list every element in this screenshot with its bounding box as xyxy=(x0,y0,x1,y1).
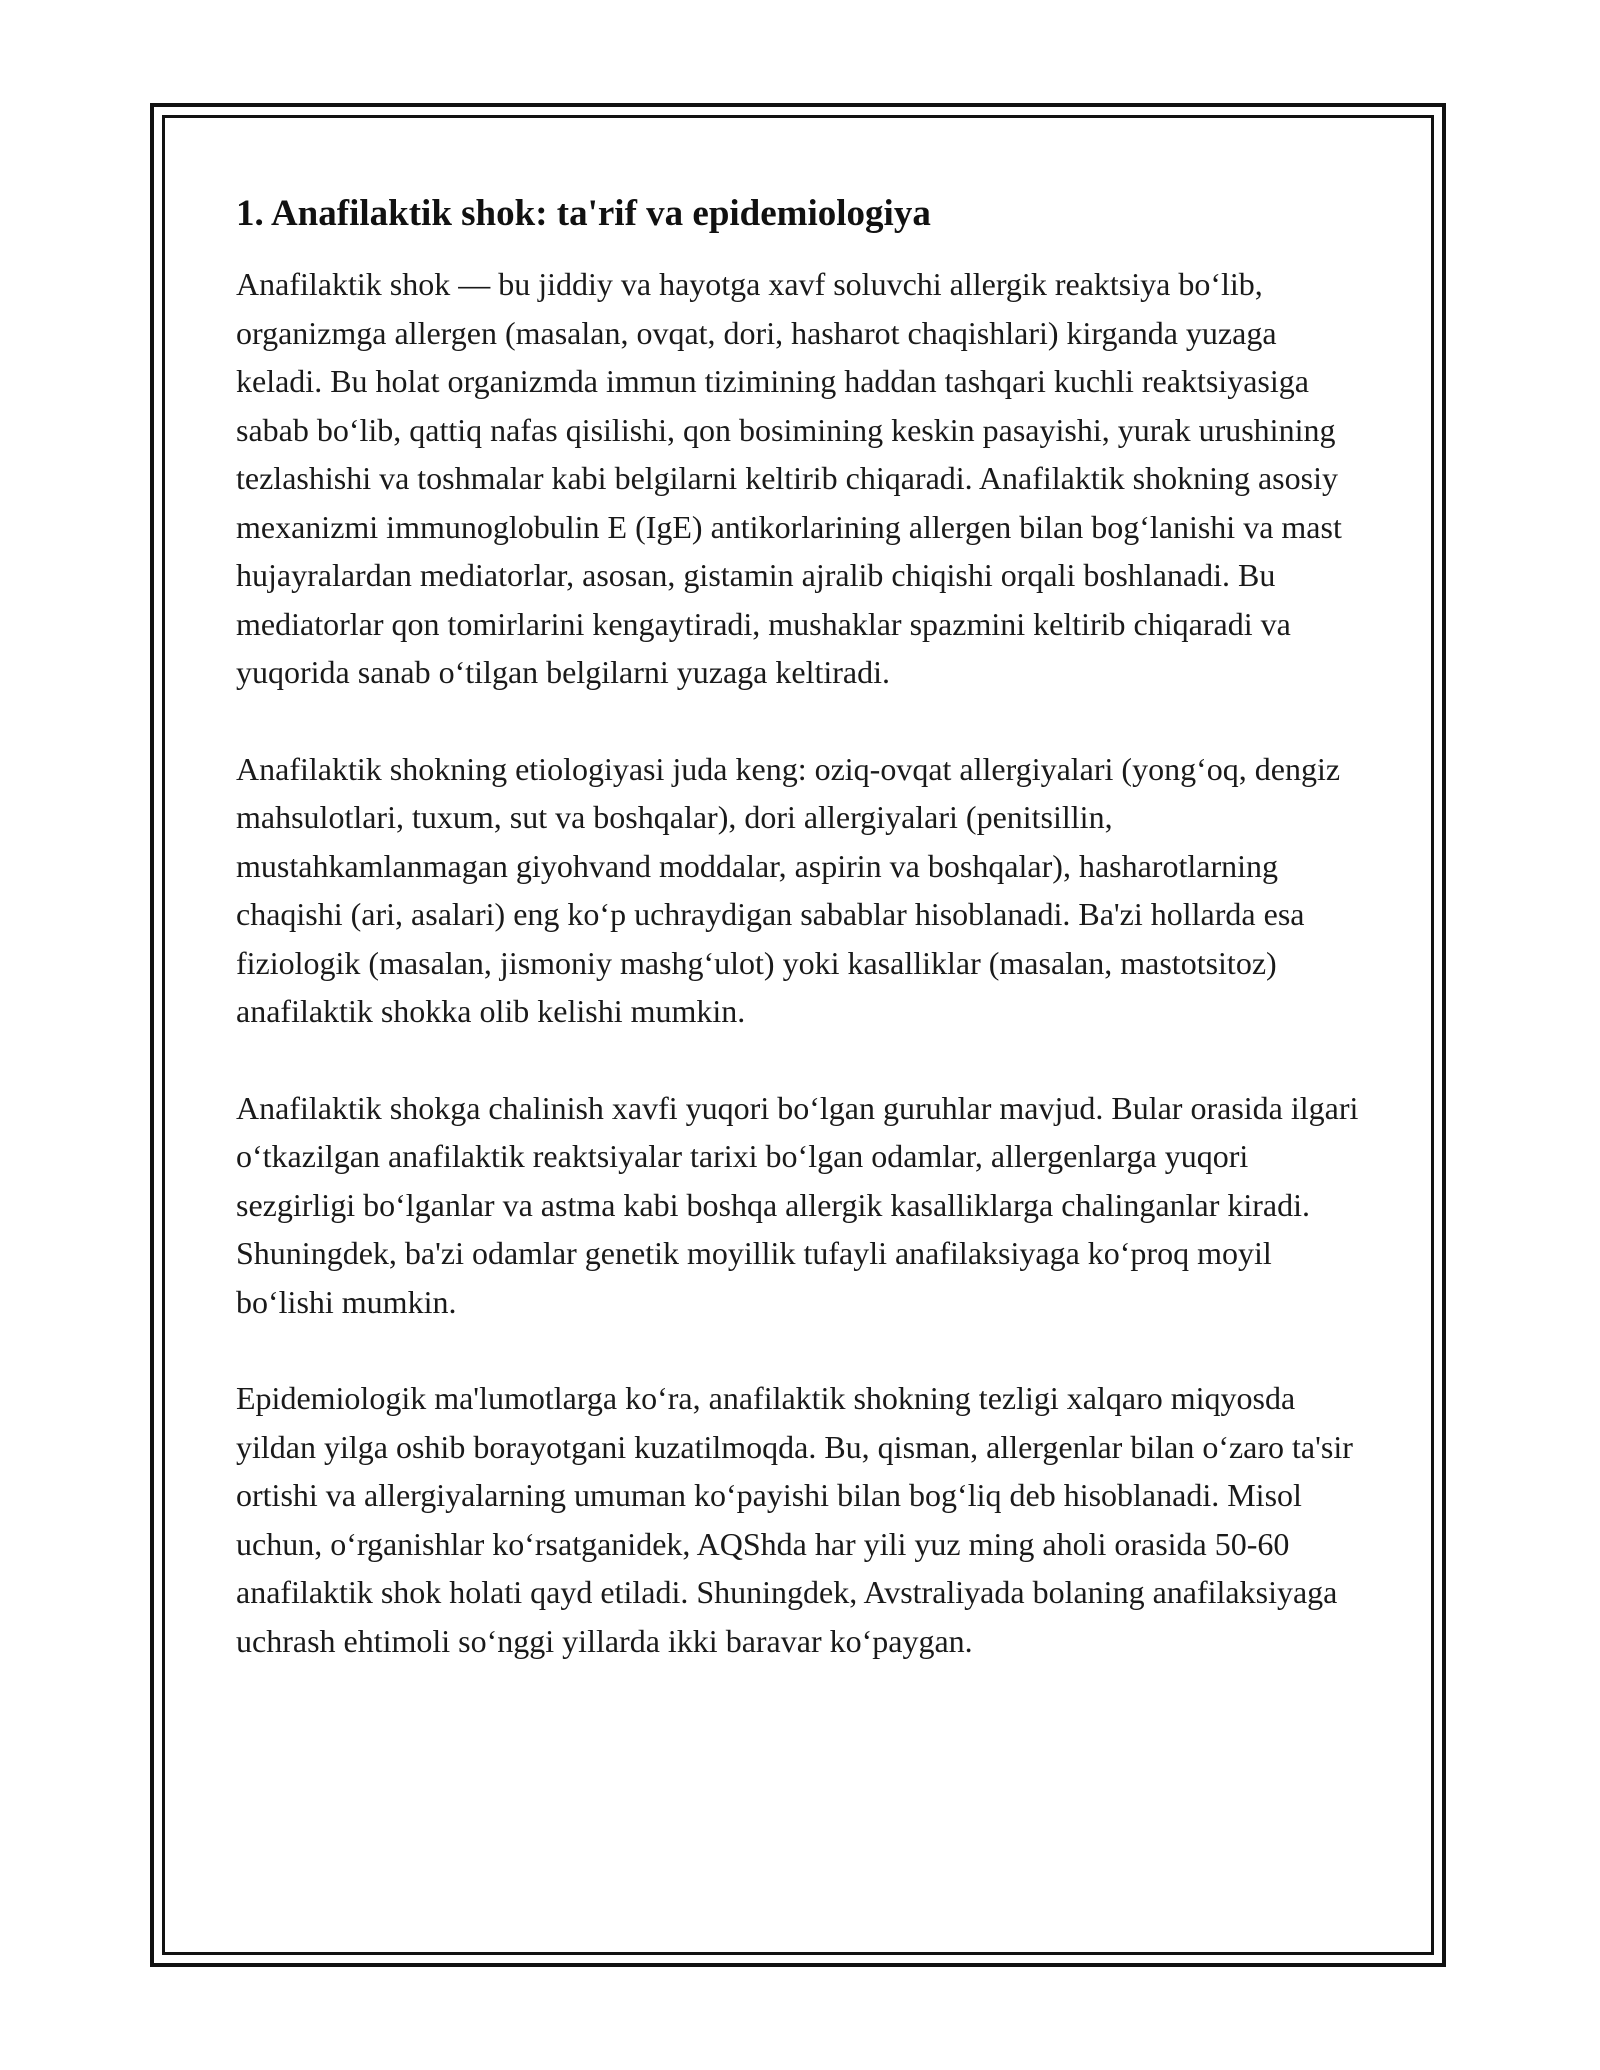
paragraph-epidemiology: Epidemiologik ma'lumotlarga ko‘ra, anafilaktik shokning tezligi xalqaro miqyosda yildan yilga oshib borayotgani kuzatilmoqda. Bu, qisman, allergenlar bilan o‘zaro ta'sir ortishi va allergiyalarning umuman ko‘payishi bilan bog‘liq deb hisoblanadi. Misol uchun, o‘rganishlar ko‘rsatganidek, AQShda har yili yuz ming aholi orasida 50-60 anafilaktik shok holati qayd etiladi. Shuningdek, Avstraliyada bolaning anafilaksiyaga uchrash ehtimoli so‘nggi yillarda ikki baravar ko‘paygan. xyxy=(236,1380,1353,1659)
section-title: 1. Anafilaktik shok: ta'rif va epidemiologiya xyxy=(236,193,931,234)
paragraph-definition: Anafilaktik shok — bu jiddiy va hayotga xavf soluvchi allergik reaktsiya bo‘lib, organizmga allergen (masalan, ovqat, dori, hasharot chaqishlari) kirganda yuzaga keladi. Bu holat organizmda immun tizimining haddan tashqari kuchli reaktsiyasiga sabab bo‘lib, qattiq nafas qisilishi, qon bosimining keskin pasayishi, yurak urushining tezlashishi va toshmalar kabi belgilarni keltirib chiqaradi. Anafilaktik shokning asosiy mexanizmi immunoglobulin E (IgE) antikorlarining allergen bilan bog‘lanishi va mast hujayralardan mediatorlar, asosan, gistamin ajralib chiqishi orqali boshlanadi. Bu mediatorlar qon tomirlarini kengaytiradi, mushaklar spazmini keltirib chiqaradi va yuqorida sanab o‘tilgan belgilarni yuzaga keltiradi. xyxy=(236,266,1342,690)
paragraph-etiology: Anafilaktik shokning etiologiyasi juda keng: oziq-ovqat allergiyalari (yong‘oq, dengiz mahsulotlari, tuxum, sut va boshqalar), dori allergiyalari (penitsillin, mustahkamlanmagan giyohvand moddalar, aspirin va boshqalar), hasharotlarning chaqishi (ari, asalari) eng ko‘p uchraydigan sabablar hisoblanadi. Ba'zi hollarda esa fiziologik (masalan, jismoniy mashg‘ulot) yoki kasalliklar (masalan, mastotsitoz) anafilaktik shokka olib kelishi mumkin. xyxy=(236,750,1341,1029)
document-body xyxy=(236,188,1366,1713)
paragraph-risk-groups: Anafilaktik shokga chalinish xavfi yuqori bo‘lgan guruhlar mavjud. Bular orasida ilgari o‘tkazilgan anafilaktik reaktsiyalar tarixi bo‘lgan odamlar, allergenlarga yuqori sezgirligi bo‘lganlar va astma kabi boshqa allergik kasalliklarga chalinganlar kiradi. Shuningdek, ba'zi odamlar genetik moyillik tufayli anafilaksiyaga ko‘proq moyil bo‘lishi mumkin. xyxy=(236,1089,1359,1320)
